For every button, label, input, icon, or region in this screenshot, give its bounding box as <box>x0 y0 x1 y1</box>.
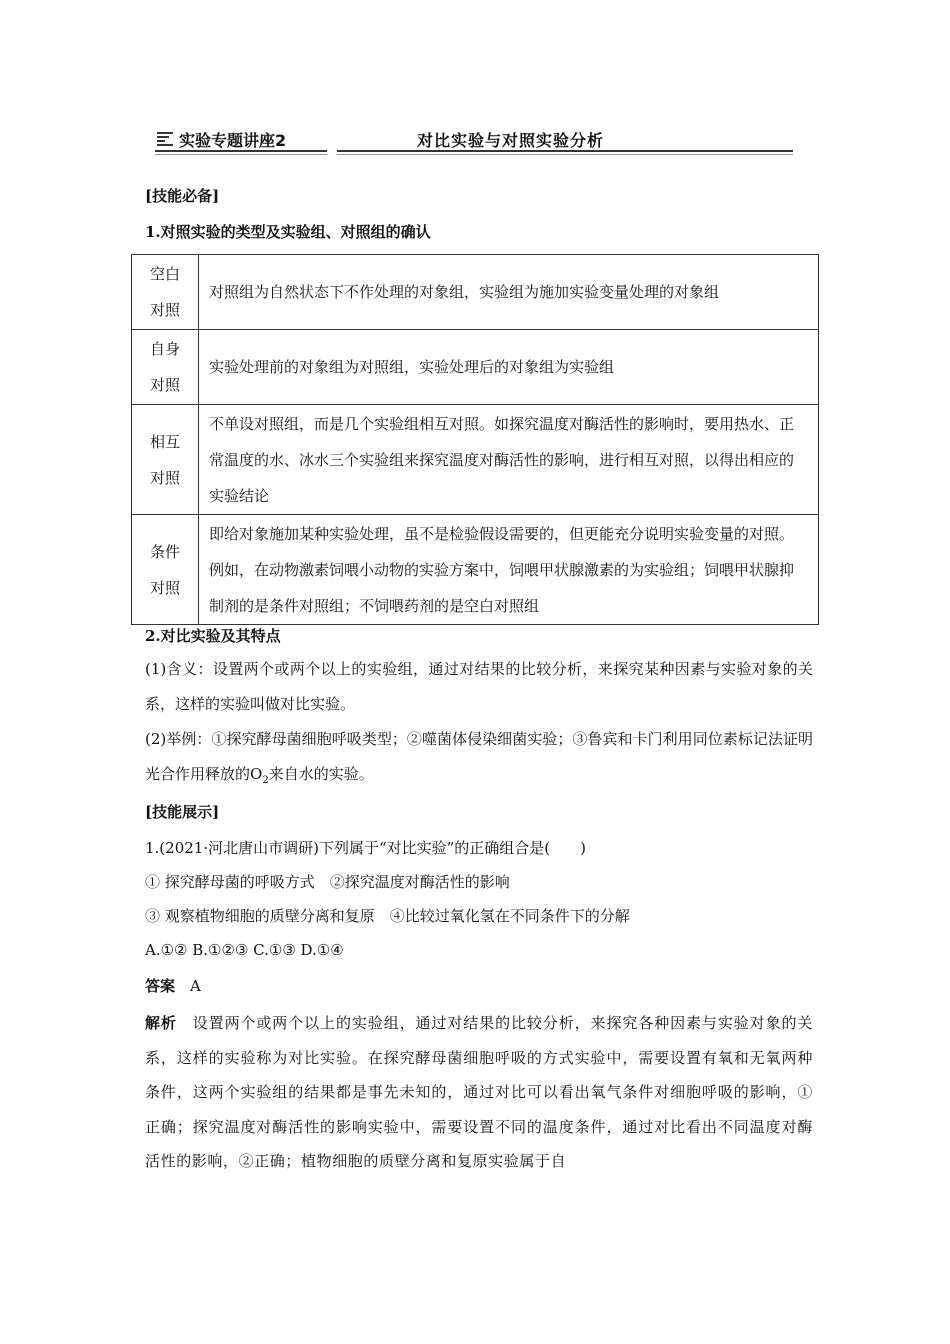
type-cell <box>132 405 199 515</box>
header-rule <box>155 150 327 152</box>
analysis-text: 设置两个或两个以上的实验组，通过对结果的比较分析，来探究各种因素与实验对象的关系，这样的实验称为对比实验。在探究酵母菌细胞呼吸的方式实验中，需要设置有氧和无氧两种条件，这两个实验组的结果都是事先未知的，通过对比可以看出氧气条件对细胞呼吸的影响，①正确；探究温度对酶活性的影响实验中，需要设置不同的温度条件，通过对比看出不同温度对酶活性的影响，②正确；植物细胞的质壁分离和复原实验属于自 <box>145 1014 813 1170</box>
question: 1.(2021·河北唐山市调研)下列属于“对比实验”的正确组合是( ) <box>145 839 587 857</box>
type-line: 对照 <box>149 301 180 319</box>
option-line: ③ 观察植物细胞的质壁分离和复原 ④比较过氧化氢在不同条件下的分解 <box>145 907 630 925</box>
answer-label: 答案 <box>145 977 176 995</box>
analysis-label: 解析 <box>145 1014 177 1032</box>
type-cell <box>132 330 199 405</box>
table-row <box>132 330 819 405</box>
example-text-end: 来自水的实验。 <box>268 765 374 783</box>
type-line: 空白 <box>149 265 180 283</box>
practice-heading: [技能展示] <box>145 803 220 821</box>
type-line: 对照 <box>149 376 180 394</box>
series-label: 实验专题讲座2 <box>179 131 287 150</box>
item2-example <box>145 722 813 798</box>
choices: A.①② B.①②③ C.①③ D.①④ <box>145 941 344 959</box>
desc-cell: 对照组为自然状态下不作处理的对象组，实验组为施加实验变量处理的对象组 <box>199 255 819 330</box>
desc-cell: 实验处理前的对象组为对照组，实验处理后的对象组为实验组 <box>199 330 819 405</box>
type-line: 自身 <box>149 340 180 358</box>
analysis <box>145 1006 813 1179</box>
table-row <box>132 405 819 515</box>
type-line: 相互 <box>149 432 180 451</box>
type-line: 条件 <box>149 542 180 561</box>
page-title: 对比实验与对照实验分析 <box>417 131 605 150</box>
title-rule <box>337 150 793 152</box>
table-row <box>132 255 819 330</box>
page-header <box>155 126 795 156</box>
table-row <box>132 515 819 625</box>
item2-meaning: (1)含义：设置两个或两个以上的实验组，通过对结果的比较分析，来探究某种因素与实验对象的关系，这样的实验叫做对比实验。 <box>145 660 813 713</box>
option-line: ① 探究酵母菌的呼吸方式 ②探究温度对酶活性的影响 <box>145 873 510 891</box>
example-text: (2)举例：①探究酵母菌细胞呼吸类型；②噬菌体侵染细菌实验；③鲁宾和卡门利用同位素标记法证明光合作用释放的O <box>145 730 813 783</box>
item1-title: 1.对照实验的类型及实验组、对照组的确认 <box>145 223 431 241</box>
item2-title: 2.对比实验及其特点 <box>145 627 281 645</box>
stripes-icon <box>157 132 173 146</box>
type-cell <box>132 255 199 330</box>
answer-value: A <box>190 977 201 995</box>
title-rule-thin <box>337 154 793 155</box>
type-line: 对照 <box>149 578 180 597</box>
skills-heading: [技能必备] <box>145 187 220 205</box>
control-types-table <box>131 254 819 625</box>
type-cell <box>132 515 199 625</box>
subscript: 2 <box>262 775 269 786</box>
desc-cell: 即给对象施加某种实验处理，虽不是检验假设需要的，但更能充分说明实验变量的对照。例如，在动物激素饲喂小动物的实验方案中，饲喂甲状腺激素的为实验组；饲喂甲状腺抑制剂的是条件对照组；不饲喂药剂的是空白对照组 <box>199 515 819 625</box>
header-rule-thin <box>155 154 327 155</box>
desc-cell: 不单设对照组，而是几个实验组相互对照。如探究温度对酶活性的影响时，要用热水、正常温度的水、冰水三个实验组来探究温度对酶活性的影响，进行相互对照，以得出相应的实验结论 <box>199 405 819 515</box>
type-line: 对照 <box>149 468 180 487</box>
answer <box>145 977 201 995</box>
